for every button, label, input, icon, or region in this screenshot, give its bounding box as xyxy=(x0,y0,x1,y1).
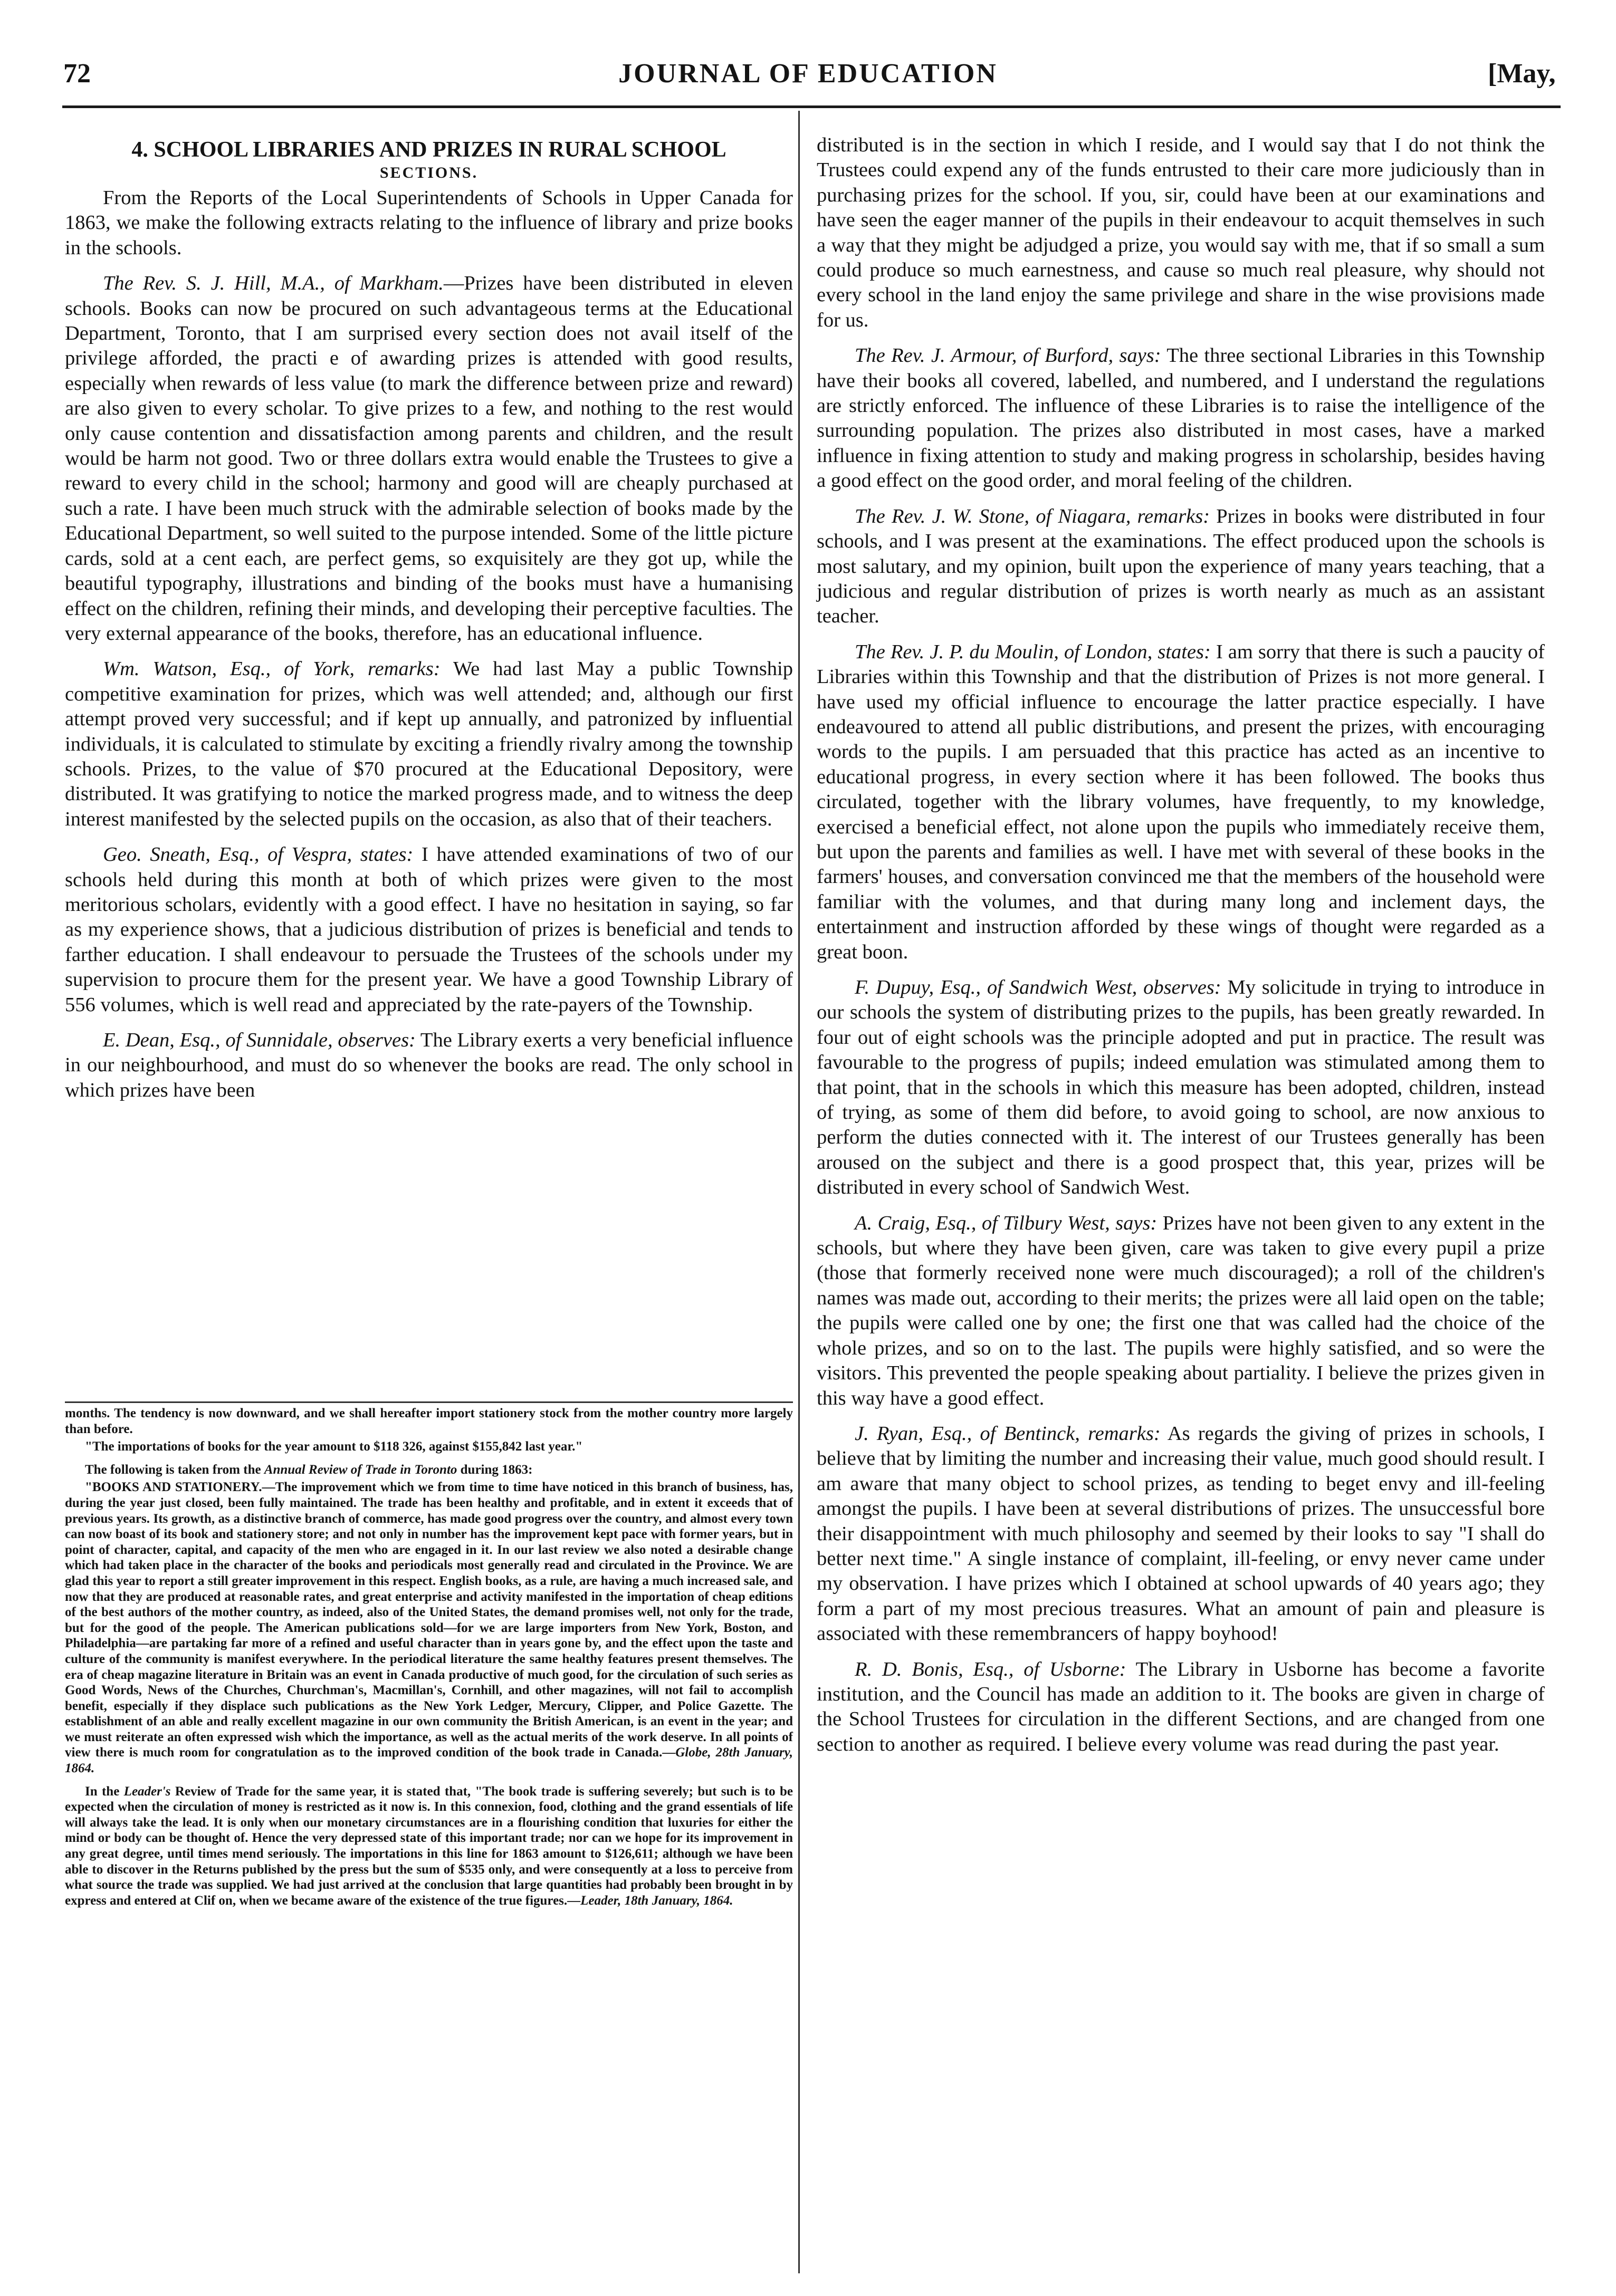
report-entry xyxy=(817,343,1545,493)
footnote-quote: "The importations of books for the year amount to $118 326, against $155,842 last year." xyxy=(85,1439,583,1454)
report-author: E. Dean, Esq., of Sunnidale, observes: xyxy=(103,1029,416,1051)
report-entry xyxy=(817,1211,1545,1411)
report-author: The Rev. J. Armour, of Burford, says: xyxy=(855,344,1161,367)
footnote-continuation: months. The tendency is now downward, and we shall hereafter import stationery stock from the mother country more largely than before. xyxy=(65,1406,793,1436)
report-entry xyxy=(65,842,793,1017)
report-text: My solicitude in trying to introduce in our schools the system of distributing prizes to the pupils, has been greatly rewarded. In four out of eight schools was the principle adopted and put in practice. The result was favourable to the progress of pupils; indeed emulation was stimulated among them to that point, that in the schools in which this measure has been adopted, children, instead of trying, as some of them did before, to avoid going to school, are now anxious to perform the duties connected with it. The interest of our Trustees generally has been aroused on the subject and there is a good prospect that, this year, prizes will be distributed in every school of Sandwich West. xyxy=(817,976,1545,1199)
report-entry xyxy=(817,975,1545,1200)
report-text: —Prizes have been distributed in eleven schools. Books can now be procured on such advantageous terms at the Educational Department, Toronto, that I am surprised every section does not avail itself of the privilege afforded, the practi e of awarding prizes is attended with good results, especially when rewards of less value (to mark the difference between prize and reward) are also given to every scholar. To give prizes to a few, and nothing to the rest would only cause contention and dissatisfaction among parents and children, and the result would be harm not good. Two or three dollars extra would enable the Trustees to give a reward to every child in the school; harmony and good will are cheaply purchased at such a rate. I have been much struck with the admirable selection of books made by the Educational Department, so well suited to the purpose intended. Some of the little picture cards, sold at a cent each, are perfect gems, so exquisitely are they got up, while the beautiful typography, illustrations and binding of the books must have a humanising effect on the children, refining their minds, and developing their perceptive faculties. The very external appearance of the books, therefore, has an educational influence. xyxy=(65,272,793,645)
report-continuation: distributed is in the section in which I reside, and I would say that I do not think the Trustees could expend any of the funds entrusted to their care more judiciously than in purchasing prizes for the school. If you, sir, could have been at our examinations and have seen the eager manner of the pupils in their endeavour to acquit themselves in such a way that they might be adjudged a prize, you would say with me, that if so small a sum could produce so much earnestness, and cause so much real pleasure, why should not every school in the land enjoy the same privilege and share in the wise provisions made for us. xyxy=(817,134,1545,331)
article-title: 4. SCHOOL LIBRARIES AND PRIZES IN RURAL SCHOOL xyxy=(131,138,726,162)
report-entry xyxy=(817,504,1545,629)
footnote-leader-intro: In the xyxy=(85,1784,124,1799)
report-text: We had last May a public Township competitive examination for prizes, which was well attended; and, although our first attempt proved very successful; and if kept up annually, and patronized by influential individuals, it is calculated to stimulate by exciting a friendly rivalry among the township schools. Prizes, to the value of $70 procured at the Educational Depository, were distributed. It was gratifying to notice the marked progress made, and to witness the deep interest manifested by the selected pupils on the occasion, as also that of their teachers. xyxy=(65,658,793,830)
page-number: 72 xyxy=(63,59,91,89)
footnote-date: during 1863: xyxy=(457,1462,533,1477)
report-author: J. Ryan, Esq., of Bentinck, remarks: xyxy=(855,1422,1161,1445)
report-author: The Rev. J. P. du Moulin, of London, states: xyxy=(855,640,1211,663)
report-entry xyxy=(65,1028,793,1103)
report-entry xyxy=(817,1421,1545,1647)
footnote-review-text xyxy=(65,1480,793,1776)
footnote-leader-name: Leader's xyxy=(123,1784,171,1799)
report-text: Prizes in books were distributed in four schools, and I was present at the examinations. The effect produced upon the schools is most salutary, and my opinion, built upon the experience of many years teaching, that a judicious and regular distribution of prizes is worth nearly as much as an assistant teacher. xyxy=(817,505,1545,628)
report-author: F. Dupuy, Esq., of Sandwich West, observes: xyxy=(855,976,1221,998)
article-intro: From the Reports of the Local Superintendents of Schools in Upper Canada for 1863, we make the following extracts relating to the influence of library and prize books in the schools. xyxy=(65,187,793,259)
footnote-rule xyxy=(65,1401,793,1403)
report-entry xyxy=(65,657,793,832)
report-entry xyxy=(65,271,793,646)
report-text: The Library exerts a very beneficial influence in our neighbourhood, and must do so whenever the books are read. The only school in which prizes have been xyxy=(65,1029,793,1101)
footnote-review-body: "BOOKS AND STATIONERY.—The improvement which we from time to time have noticed in this branch of business, has, during the year just closed, been fully maintained. The trade has been healthy and profitable, and in extent it exceeds that of previous years. Its growth, as a distinctive branch of commerce, has made good progress over the country, and almost every town can now boast of its book and stationery store; and not only in number has the improvement kept pace with former years, but in point of character, capital, and capacity of the men who are engaged in it. In our last review we also noted a desirable change which had taken place in the character of the books and periodicals most generally read and circulated in the Province. We are glad this year to report a still greater improvement in this respect. English books, as a rule, are having a much increased sale, and now that they are produced at reasonable rates, and great enterprise and activity manifested in the importation of cheap editions of the best authors of the mother country, as indeed, also of the United States, the demand promises well, not only for the trade, but for the good of the people. The American publications sold—for we are large importers from New York, Boston, and Philadelphia—are partaking far more of a refined and useful character than in years gone by, and the effect upon the taste and culture of the community is manifest everywhere. In the periodical literature the same healthy features present themselves. The era of cheap magazine literature in Britain was an event in Canada productive of much good, for the circulation of such series as Good Words, News of the Churches, Churchman's, Macmillan's, Cornhill, and other magazines, will not fail to accomplish benefit, especially if they displace such publications as the New York Ledger, Mercury, Clipper, and Police Gazette. The establishment of an able and really excellent magazine in our own community the British American, is an event in the year; and we must reiterate an often expressed wish which the importance, as well as the actual merits of the work deserve. In all points of view there is much room for congratulation as to the improved condition of the book trade in Canada.— xyxy=(65,1480,793,1760)
report-entry xyxy=(817,640,1545,965)
issue-month: [May, xyxy=(1488,59,1556,89)
report-author: A. Craig, Esq., of Tilbury West, says: xyxy=(855,1212,1158,1234)
report-author: Geo. Sneath, Esq., of Vespra, states: xyxy=(103,843,414,866)
right-column xyxy=(817,133,1545,1767)
report-author: The Rev. S. J. Hill, M.A., of Markham. xyxy=(103,272,444,295)
footnote-leader xyxy=(65,1784,793,1909)
journal-title: JOURNAL OF EDUCATION xyxy=(618,59,998,89)
report-text: I am sorry that there is such a paucity of Libraries within this Township and that the distribution of Prizes is not more general. I have used my official influence to encourage the latter practice especially. I have endeavoured to attend all public distributions, and present the prizes, with encouraging words to the pupils. I am persuaded that this practice has acted as an incentive to educational progress, in every section where it has been followed. The books thus circulated, together with the library volumes, have frequently, to my knowledge, exercised a beneficial effect, not alone upon the pupils who immediately receive them, but upon the parents and families as well. I have met with several of these books in the farmers' houses, and conversation convinced me that the members of the household were familiar with the volumes, and that during many long and inclement days, the entertainment and instruction afforded by these wings of thought were regarded as a great boon. xyxy=(817,640,1545,963)
column-divider xyxy=(798,111,800,2273)
report-text: As regards the giving of prizes in schools, I believe that by limiting the number and increasing their value, much good should result. I am aware that many object to school prizes, as tending to beget envy and ill-feeling amongst the pupils. I have been at several distributions of prizes. The unsuccessful bore their disappointment with much philosophy and seemed by their looks to say "I shall do better next time." A single instance of complaint, ill-feeling, or envy never came under my observation. I have prizes which I obtained at school upwards of 40 years ago; they form a part of my most precious treasures. What an amount of pain and pleasure is associated with these remembrancers of happy boyhood! xyxy=(817,1422,1545,1645)
report-author: R. D. Bonis, Esq., of Usborne: xyxy=(855,1658,1126,1680)
header-rule xyxy=(62,105,1561,108)
footnote-annual-review xyxy=(65,1462,793,1478)
footnotes xyxy=(65,1406,793,1916)
left-column xyxy=(65,133,793,1113)
report-author: Wm. Watson, Esq., of York, remarks: xyxy=(103,658,441,680)
report-text: I have attended examinations of two of our schools held during this month at both of which prizes were given to the most meritorious scholars, evidently with a good effect. I have no hesitation in saying, so far as my experience shows, that a judicious distribution of prizes is beneficial and tends to farther education. I shall endeavour to persuade the Trustees of the schools under my supervision to procure them for the present year. We have a good Township Library of 556 volumes, which is well read and appreciated by the rate-payers of the Township. xyxy=(65,843,793,1016)
footnote-leader-citation: Leader, 18th January, 1864. xyxy=(580,1893,733,1908)
report-author: The Rev. J. W. Stone, of Niagara, remarks: xyxy=(855,505,1210,527)
article-subtitle: SECTIONS. xyxy=(379,164,479,181)
footnote-intro: The following is taken from the xyxy=(85,1462,264,1477)
report-text: Prizes have not been given to any extent in the schools, but where they have been given, care was taken to give every pupil a prize (those that formerly received none were much discouraged); a roll of the children's names was made out, according to their merits; the prizes were all laid open on the table; the pupils were called one by one; the first one that was called had the choice of the whole prizes, and so on to the last. The pupils were highly satisfied, and so were the visitors. This prevented the people speaking about partiality. I believe the prizes given in this way have a good effect. xyxy=(817,1212,1545,1409)
report-entry xyxy=(817,1657,1545,1757)
footnote-leader-text: Review of Trade for the same year, it is stated that, "The book trade is suffering severely; but such is to be expected when the circulation of money is restricted as it now is. In this connexion, food, clothing and the grand essentials of life will always take the lead. It is only when our monetary circumstances are in a flourishing condition that luxuries for either the mind or body can be thought of. Hence the very depressed state of this important trade; nor can we hope for its improvement in any great degree, until times mend seriously. The importations in this line for 1863 amount to $126,611; although we have been able to discover in the Returns published by the press but the sum of $535 only, and were consequently at a loss to perceive from what source the trade was supplied. We had just arrived at the conclusion that large quantities had probably been brought in by express and entered at Clif on, when we became aware of the existence of the true figures.— xyxy=(65,1784,793,1908)
report-text: The Library in Usborne has become a favorite institution, and the Council has made an addition to it. The books are given in charge of the School Trustees for circulation in the different Sections, and are changed from one section to another as required. I believe every volume was read during the past year. xyxy=(817,1658,1545,1755)
footnote-globe-citation: Globe, 28th January, 1864. xyxy=(65,1745,793,1776)
report-text: The three sectional Libraries in this Township have their books all covered, labelled, and numbered, and I understand the regulations are strictly enforced. The influence of these Libraries is to raise the intelligence of the surrounding population. The prizes also distributed in most cases, have a marked influence in fixing attention to study and making progress in scholarship, besides having a good effect on the good order, and moral feeling of the children. xyxy=(817,344,1545,492)
footnote-source: Annual Review of Trade in Toronto xyxy=(264,1462,457,1477)
